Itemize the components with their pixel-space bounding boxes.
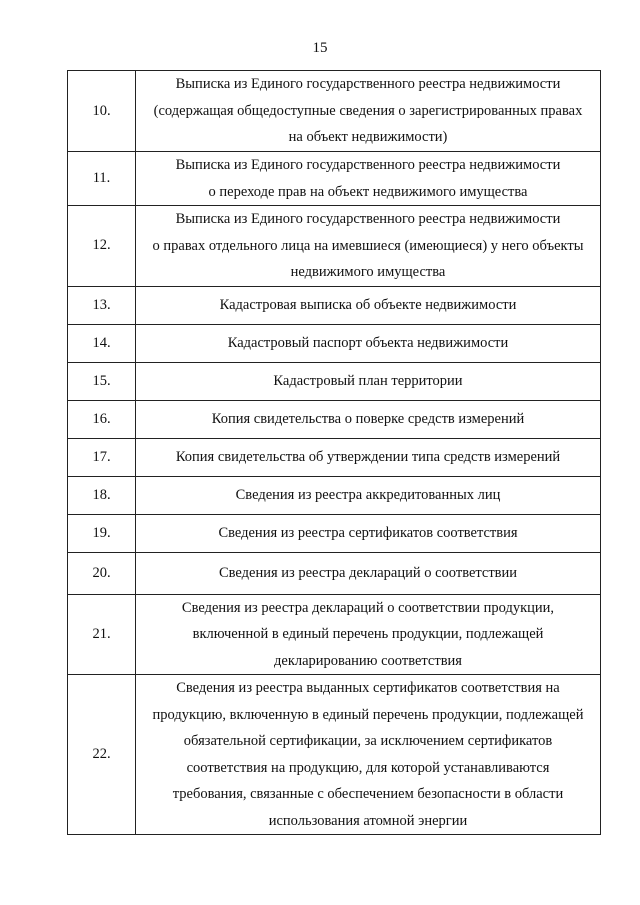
description-line: Кадастровый паспорт объекта недвижимости [227, 334, 509, 351]
description-line: Сведения из реестра деклараций о соответствии [218, 564, 518, 581]
row-number: 13. [68, 286, 136, 324]
table-row [68, 286, 601, 324]
page-number: 15 [312, 40, 328, 56]
description-line: Сведения из реестра выданных сертификатов соответствия на [176, 680, 560, 696]
description-line: использования атомной энергии [268, 812, 468, 829]
table-row [68, 71, 601, 152]
row-description [136, 152, 601, 206]
row-number: 14. [68, 324, 136, 362]
description-line: недвижимого имущества [290, 264, 446, 280]
description-line: Выписка из Единого государственного реестра недвижимости [175, 76, 561, 93]
description-line: продукцию, включенную в единый перечень продукции, подлежащей [152, 706, 584, 723]
description-line: Копия свидетельства об утверждении типа средств измерений [175, 448, 561, 465]
description-line: Выписка из Единого государственного реестра недвижимости [175, 211, 561, 227]
table-row [68, 206, 601, 287]
table-row [68, 675, 601, 835]
row-number: 21. [68, 594, 136, 675]
document-table [67, 70, 601, 835]
row-description [136, 594, 601, 675]
row-description [136, 206, 601, 287]
description-line: декларированию соответствия [274, 652, 462, 669]
table-row [68, 476, 601, 514]
row-description [136, 400, 601, 438]
description-line: Выписка из Единого государственного реестра недвижимости [175, 157, 561, 173]
row-number: 22. [68, 675, 136, 835]
description-line: обязательной сертификации, за исключением сертификатов [183, 733, 553, 749]
row-number: 16. [68, 400, 136, 438]
table-row [68, 438, 601, 476]
row-description [136, 675, 601, 835]
description-line: требования, связанные с обеспечением безопасности в области [172, 786, 564, 802]
table-row [68, 152, 601, 206]
row-description [136, 71, 601, 152]
table-row [68, 552, 601, 594]
description-line: (содержащая общедоступные сведения о зарегистрированных правах [153, 102, 583, 119]
table-row [68, 594, 601, 675]
row-description [136, 362, 601, 400]
description-line: о правах отдельного лица на имевшиеся (имеющиеся) у него объекты [152, 237, 584, 254]
description-line: Сведения из реестра аккредитованных лиц [235, 486, 501, 503]
table-row [68, 324, 601, 362]
row-description [136, 324, 601, 362]
row-description [136, 286, 601, 324]
row-number: 12. [68, 206, 136, 287]
row-number: 15. [68, 362, 136, 400]
row-number: 11. [68, 152, 136, 206]
description-line: Кадастровый план территории [273, 372, 463, 389]
row-description [136, 438, 601, 476]
description-line: на объект недвижимости) [288, 129, 448, 146]
description-line: Сведения из реестра сертификатов соответствия [218, 524, 518, 541]
row-number: 17. [68, 438, 136, 476]
row-number: 19. [68, 514, 136, 552]
description-line: Кадастровая выписка об объекте недвижимости [219, 296, 517, 313]
description-line: соответствия на продукцию, для которой устанавливаются [186, 759, 550, 776]
description-line: Копия свидетельства о поверке средств измерений [211, 410, 525, 427]
row-number: 20. [68, 552, 136, 594]
description-line: включенной в единый перечень продукции, подлежащей [192, 626, 544, 642]
row-description [136, 476, 601, 514]
row-description [136, 552, 601, 594]
table-row [68, 514, 601, 552]
description-line: Сведения из реестра деклараций о соответствии продукции, [181, 599, 555, 616]
description-line: о переходе прав на объект недвижимого имущества [208, 183, 528, 200]
table-row [68, 362, 601, 400]
row-number: 10. [68, 71, 136, 152]
row-description [136, 514, 601, 552]
table-row [68, 400, 601, 438]
row-number: 18. [68, 476, 136, 514]
